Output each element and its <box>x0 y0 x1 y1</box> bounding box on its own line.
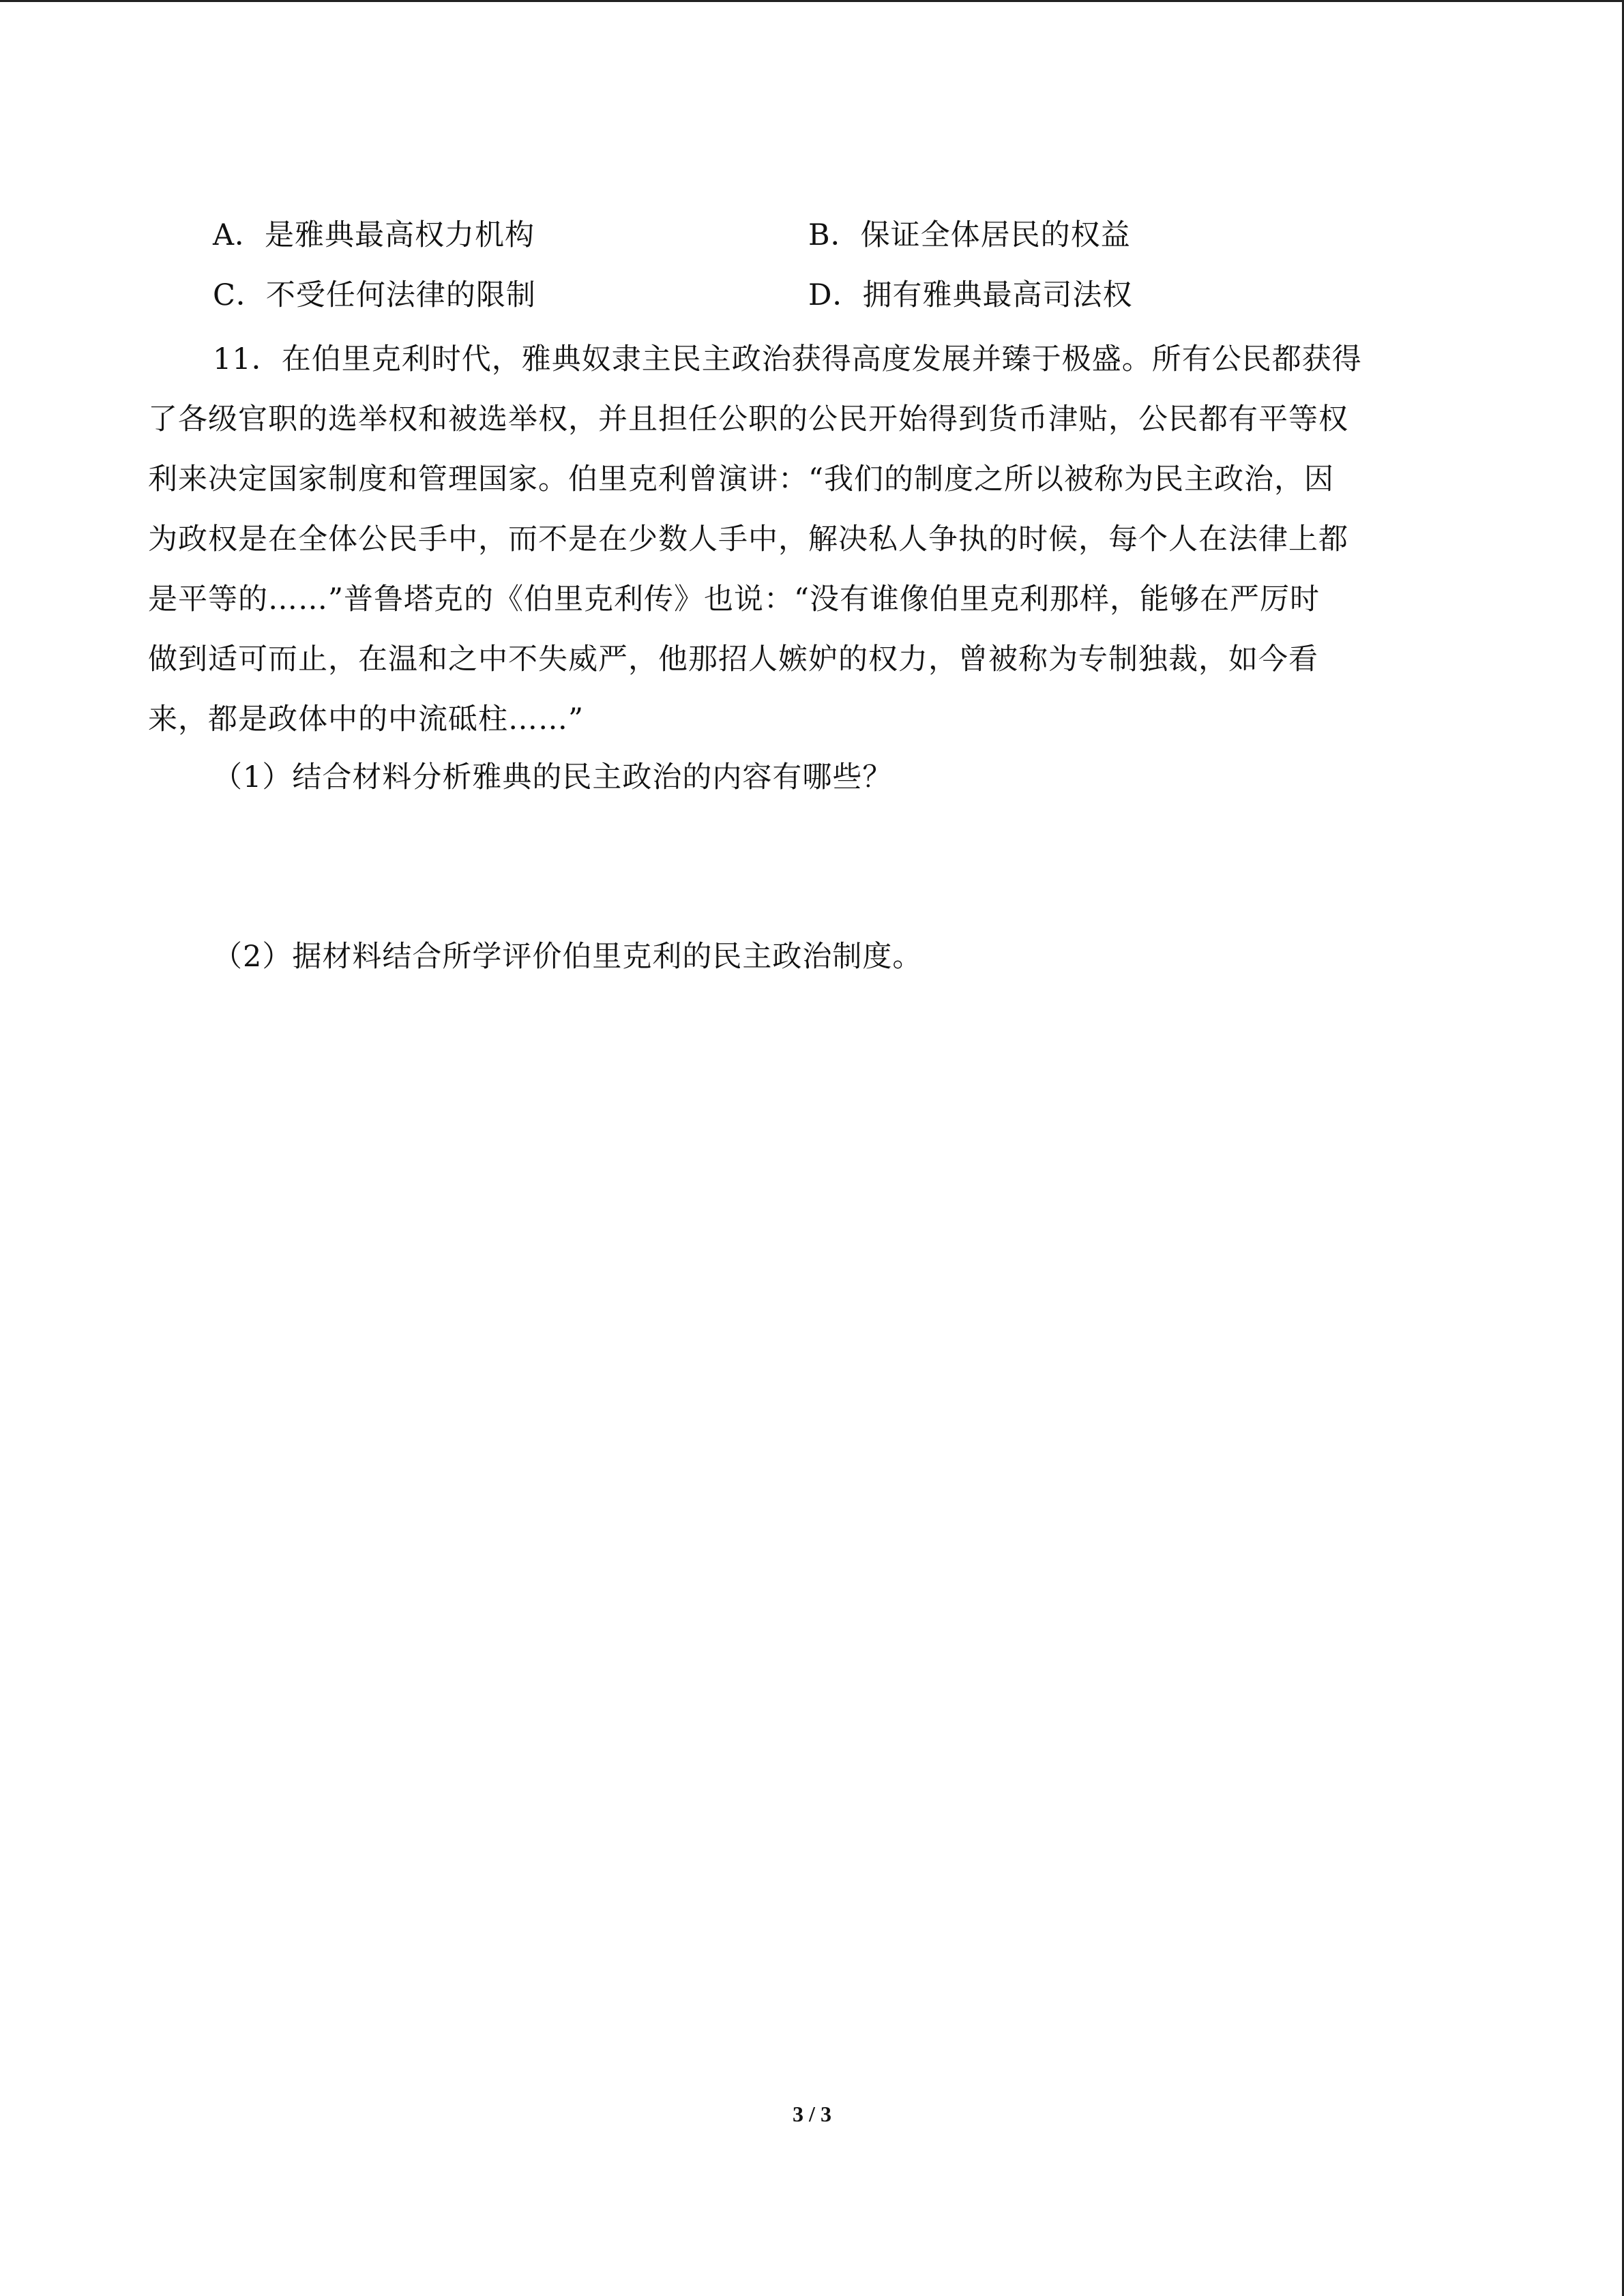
option-b: B．保证全体居民的权益 <box>808 218 1131 252</box>
material-line: 来，都是政体中的中流砥柱……” <box>148 702 584 736</box>
sub-question-1: （1）结合材料分析雅典的民主政治的内容有哪些？ <box>213 760 893 794</box>
material-line: 了各级官职的选举权和被选举权，并且担任公职的公民开始得到货币津贴，公民都有平等权 <box>148 402 1348 436</box>
page-number: 3 / 3 <box>793 2102 831 2126</box>
material-line: 做到适可而止，在温和之中不失威严，他那招人嫉妒的权力，曾被称为专制独裁，如今看 <box>148 642 1318 676</box>
option-d: D．拥有雅典最高司法权 <box>808 278 1133 312</box>
material-line: 为政权是在全体公民手中，而不是在少数人手中，解决私人争执的时候，每个人在法律上都 <box>148 522 1348 556</box>
material-line: 是平等的……”普鲁塔克的《伯里克利传》也说：“没有谁像伯里克利那样，能够在严厉时 <box>148 582 1320 616</box>
material-line: 11．在伯里克利时代，雅典奴隶主民主政治获得高度发展并臻于极盛。所有公民都获得 <box>213 342 1362 376</box>
material-line: 利来决定国家制度和管理国家。伯里克利曾演讲：“我们的制度之所以被称为民主政治，因 <box>148 462 1334 496</box>
option-a: A．是雅典最高权力机构 <box>213 218 535 252</box>
sub-question-2: （2）据材料结合所学评价伯里克利的民主政治制度。 <box>213 940 923 974</box>
option-c: C．不受任何法律的限制 <box>213 278 536 312</box>
question-11-material <box>148 329 1458 749</box>
